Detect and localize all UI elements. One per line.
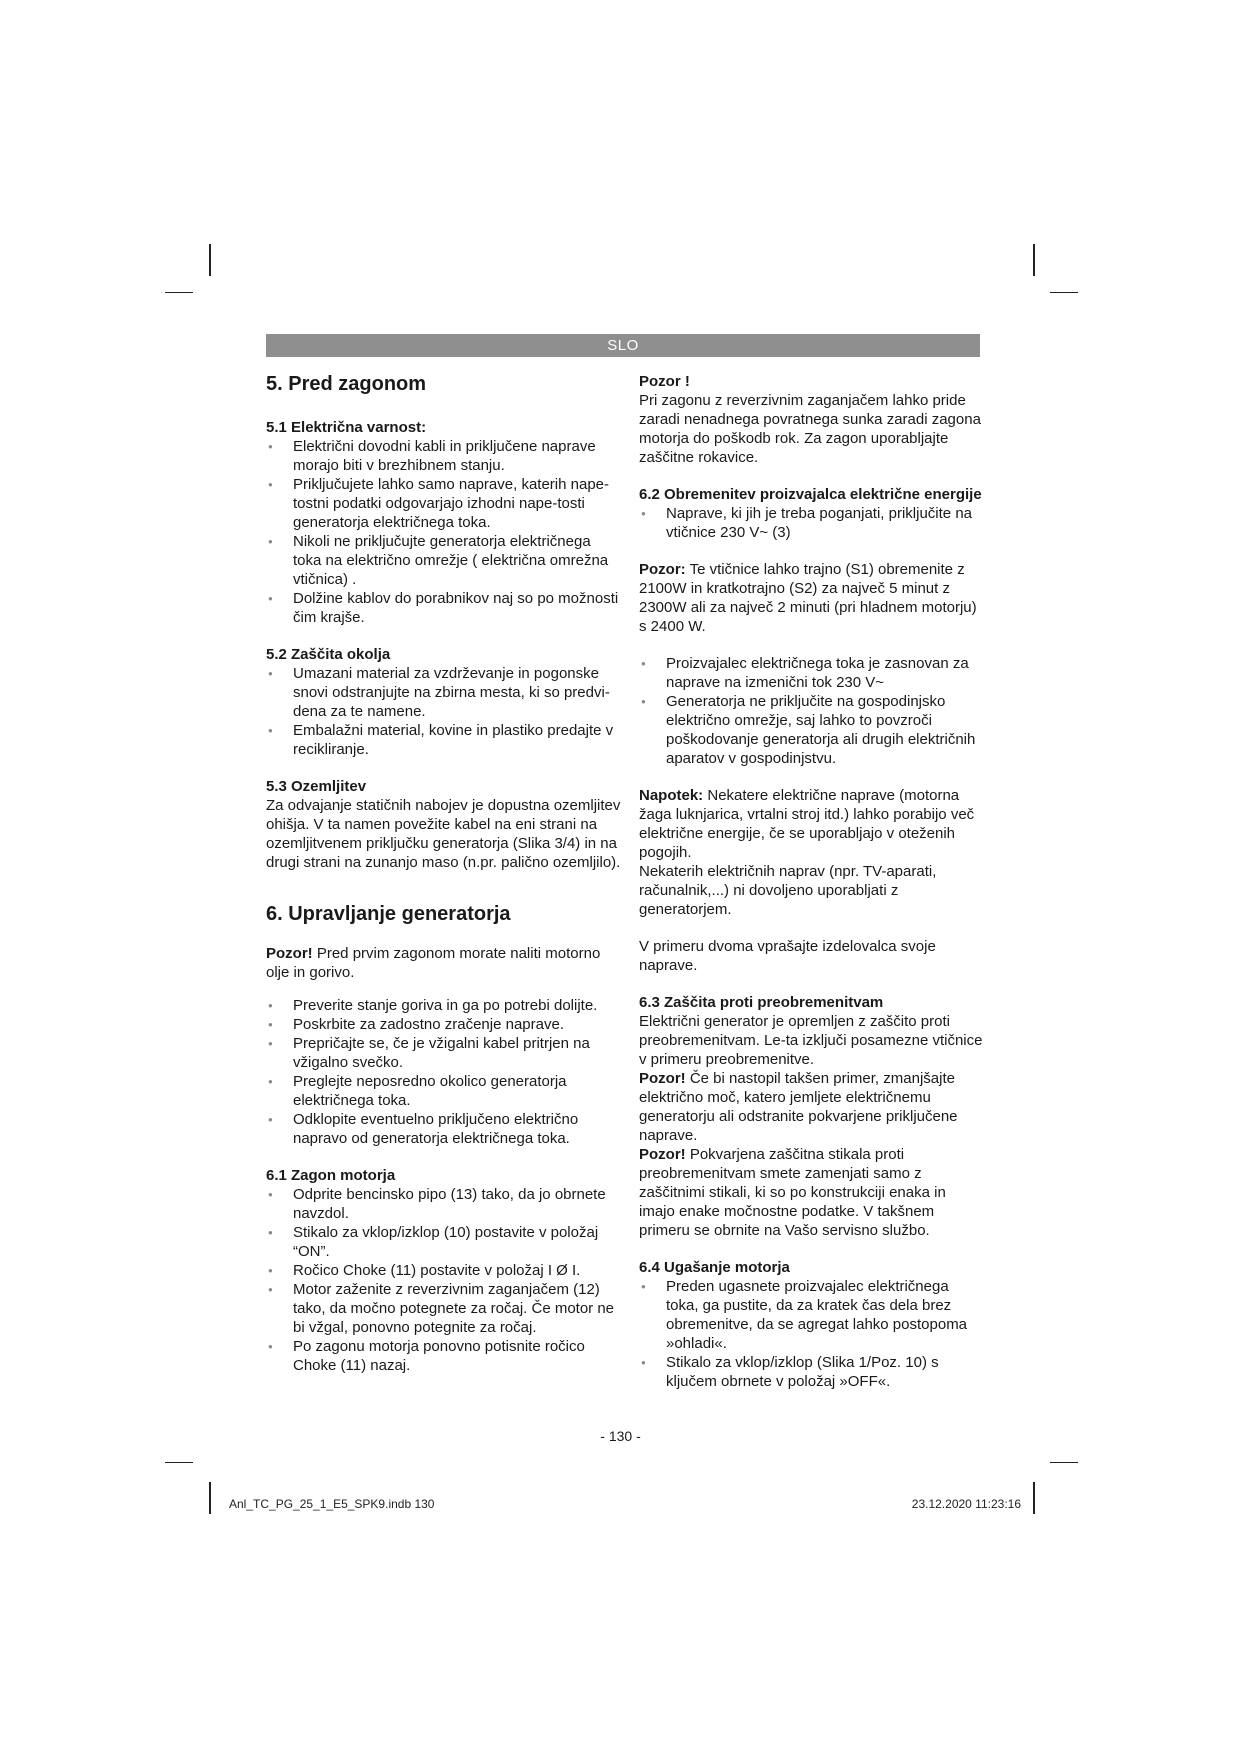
pozor-title: Pozor ! — [639, 373, 690, 390]
crop-mark — [209, 1482, 211, 1514]
pozor-label: Pozor! — [639, 1146, 686, 1163]
crop-mark — [1033, 244, 1035, 276]
list-item: ● Stikalo za vklop/izklop (10) postavite v položaj “ON”. — [266, 1223, 622, 1261]
crop-mark — [165, 292, 193, 293]
load-note — [639, 560, 983, 636]
list-item: ● Priključujete lahko samo naprave, katerih nape-tostni podatki odgovarjajo izhodni nape-tosti generatorja električnega toka. — [266, 475, 622, 532]
list-item: ● Nikoli ne priključujte generatorja električnega toka na električno omrežje ( električna omrežna vtičnica) . — [266, 532, 622, 589]
section-5-2-title: 5.2 Zaščita okolja — [266, 646, 391, 663]
list-item: ● Električni dovodni kabli in priključene naprave morajo biti v brezhibnem stanju. — [266, 437, 622, 475]
napotek-note — [639, 786, 983, 862]
section-5-title: 5. Pred zagonom — [266, 373, 427, 395]
list-item: ● Preden ugasnete proizvajalec električnega toka, ga pustite, da za kratek čas dela brez obremenitve, da se agregat lahko postopoma »ohladi«. — [639, 1277, 983, 1353]
list-item: ● Umazani material za vzdrževanje in pogonske snovi odstranjujte na zbirna mesta, ki so predvi-dena za te namene. — [266, 664, 622, 721]
section-5-3-text: Za odvajanje statičnih nabojev je dopustna ozemljitev ohišja. V ta namen povežite kabel na eni strani na ozemljitvenem priključku generatorja (Slika 3/4) in na drugi strani na zunanjo maso (n.pr. palično ozemljilo). — [266, 797, 621, 871]
section-6-1-list — [266, 1185, 622, 1375]
section-6-3-text: Električni generator je opremljen z zaščito proti preobremenitvam. Le-ta izključi posamezne vtičnice v primeru preobremenitve. — [639, 1013, 983, 1068]
right-column — [639, 372, 983, 1391]
list-item: ● Naprave, ki jih je treba poganjati, priključite na vtičnice 230 V~ (3) — [639, 504, 983, 542]
pozor-label: Pozor! — [266, 945, 313, 962]
pozor-text: Če bi nastopil takšen primer, zmanjšajte električno moč, katero jemljete električnemu generatorju ali odstranite pokvarjene priključene naprave. — [639, 1070, 958, 1144]
section-5-1-title: 5.1 Električna varnost: — [266, 419, 427, 436]
list-item: ● Preglejte neposredno okolico generatorja električnega toka. — [266, 1072, 622, 1110]
napotek-text-2: Nekaterih električnih naprav (npr. TV-aparati, računalnik,...) ni dovoljeno uporabljati z generatorjem. — [639, 863, 937, 918]
napotek-text: Nekatere električne naprave (motorna žaga luknjarica, vrtalni stroj itd.) lahko porabijo več električne energije, če se uporabljajo v oteženih pogojih. — [639, 787, 975, 861]
language-label: SLO — [607, 337, 639, 354]
section-6-list — [266, 996, 622, 1148]
crop-mark — [165, 1462, 193, 1463]
crop-mark — [1050, 292, 1078, 293]
section-6-4-title: 6.4 Ugašanje motorja — [639, 1259, 790, 1276]
crop-mark — [1033, 1482, 1035, 1514]
section-6-1-title: 6.1 Zagon motorja — [266, 1167, 396, 1184]
list-item: ● Poskrbite za zadostno zračenje naprave. — [266, 1015, 622, 1034]
section-6-3-title: 6.3 Zaščita proti preobremenitvam — [639, 994, 884, 1011]
section-5-2-list — [266, 664, 622, 759]
section-5-1-list — [266, 437, 622, 627]
crop-mark — [1050, 1462, 1078, 1463]
section-6-intro — [266, 944, 622, 982]
pozor-label: Pozor: — [639, 561, 686, 578]
pozor-text: Pri zagonu z reverzivnim zaganjačem lahko pride zaradi nenadnega povratnega sunka zaradi zagona motorja do poškodb rok. Za zagon uporabljajte zaščitne rokavice. — [639, 392, 981, 466]
left-column — [266, 372, 622, 1375]
section-6-intro-text: Pred prvim zagonom morate naliti motorno olje in gorivo. — [266, 945, 601, 981]
pozor-label: Pozor! — [639, 1070, 686, 1087]
section-6-title: 6. Upravljanje generatorja — [266, 903, 511, 925]
file-info: Anl_TC_PG_25_1_E5_SPK9.indb 130 — [229, 1497, 435, 1511]
list-item: ● Dolžine kablov do porabnikov naj so po možnosti čim krajše. — [266, 589, 622, 627]
list-item: ● Odklopite eventuelno priključeno električno napravo od generatorja električnega toka. — [266, 1110, 622, 1148]
list-item: ● Generatorja ne priključite na gospodinjsko električno omrežje, saj lahko to povzroči poškodovanje generatorja ali drugih električnih aparatov v gospodinjstvu. — [639, 692, 983, 768]
list-item: ● Po zagonu motorja ponovno potisnite ročico Choke (11) nazaj. — [266, 1337, 622, 1375]
list-item: ● Motor zaženite z reverzivnim zaganjačem (12) tako, da močno potegnete za ročaj. Če motor ne bi vžgal, ponovno potegnite za ročaj. — [266, 1280, 622, 1337]
load-note-text: Te vtičnice lahko trajno (S1) obremenite z 2100W in kratkotrajno (S2) za največ 5 minut z 2300W ali za največ 2 minuti (pri hladnem motorju) s 2400 W. — [639, 561, 977, 635]
list-item: ● Odprite bencinsko pipo (13) tako, da jo obrnete navzdol. — [266, 1185, 622, 1223]
crop-mark — [209, 244, 211, 276]
napotek-label: Napotek: — [639, 787, 704, 804]
list-item: ● Stikalo za vklop/izklop (Slika 1/Poz. 10) s ključem obrnete v položaj »OFF«. — [639, 1353, 983, 1391]
section-6-2-list-2 — [639, 654, 983, 768]
page-number: - 130 - — [600, 1428, 641, 1444]
print-timestamp: 23.12.2020 11:23:16 — [911, 1497, 1021, 1511]
section-5-3-title: 5.3 Ozemljitev — [266, 778, 367, 795]
list-item: ● Ročico Choke (11) postavite v položaj I Ø I. — [266, 1261, 622, 1280]
list-item: ● Prepričajte se, če je vžigalni kabel pritrjen na vžigalno svečko. — [266, 1034, 622, 1072]
list-item: ● Preverite stanje goriva in ga po potrebi dolijte. — [266, 996, 622, 1015]
section-6-2-list — [639, 504, 983, 542]
doubt-text: V primeru dvoma vprašajte izdelovalca svoje naprave. — [639, 938, 936, 974]
section-6-2-title: 6.2 Obremenitev proizvajalca električne energije — [639, 486, 982, 503]
pozor-text: Pokvarjena zaščitna stikala proti preobremenitvam smete zamenjati samo z zaščitnimi stikali, ki so po konstrukciji enaka in imajo enake močnostne podatke. V takšnem primeru se obrnite na Vašo servisno službo. — [639, 1146, 946, 1239]
section-6-4-list — [639, 1277, 983, 1391]
list-item: ● Proizvajalec električnega toka je zasnovan za naprave na izmenični tok 230 V~ — [639, 654, 983, 692]
section-6-3-pozor-1 — [639, 1069, 983, 1145]
language-header-bar — [266, 334, 980, 357]
section-6-3-pozor-2 — [639, 1145, 983, 1240]
list-item: ● Embalažni material, kovine in plastiko predajte v recikliranje. — [266, 721, 622, 759]
